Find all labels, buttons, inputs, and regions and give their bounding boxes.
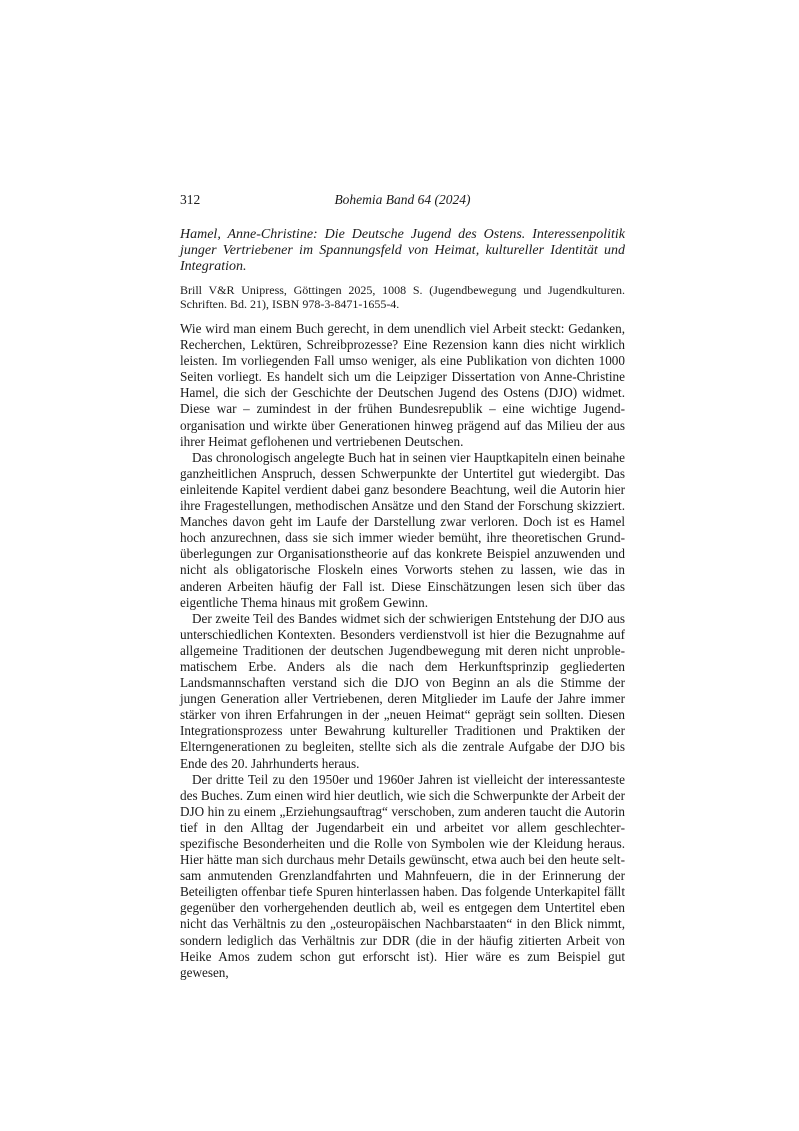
running-head [180,192,625,212]
bibliographic-info: Brill V&R Unipress, Göttingen 2025, 1008 S. (Jugendbewegung und Jugendkulturen. Schriften. Bd. 21), ISBN 978-3-8471-1655-4. [180,283,625,311]
paragraph: Wie wird man einem Buch gerecht, in dem unendlich viel Arbeit steckt: Gedanken, Recherchen, Lektüren, Schreibprozesse? Eine Rezension kann dies nicht wirklich leisten. Im vorliegenden Fall umso weniger, als eine Publikation von dichten 1000 Seiten vorliegt. Es handelt sich um die Leipziger Dissertation von Anne-Christine Hamel, die sich der Geschichte der Deutschen Jugend des Ostens (DJO) widmet. Diese war – zumindest in der frühen Bundesrepublik – eine wichtige Jugendorganisation und wirkte über Generationen hinweg prägend auf das Milieu der aus ihrer Heimat geflohenen und vertriebenen Deutschen. [180,321,625,449]
review-title: Hamel, Anne-Christine: Die Deutsche Jugend des Ostens. Interessenpolitik junger Vertriebener im Spannungsfeld von Heimat, kultureller Identität und Integration. [180,227,625,274]
page-number: 312 [180,192,201,207]
review-page [180,192,625,981]
review-body [180,321,625,981]
paragraph: Der dritte Teil zu den 1950er und 1960er Jahren ist vielleicht der interessanteste des Buches. Zum einen wird hier deutlich, wie sich die Schwerpunkte der Arbeit der DJO hin zu einem „Erziehungsauftrag“ verschoben, zum anderen taucht die Autorin tief in den Alltag der Jugendarbeit ein und arbeitet vor allem geschlechterspezifische Besonderheiten und die Rolle von Symbolen wie der Kleidung heraus. Hier hätte man sich durchaus mehr Details gewünscht, etwa auch bei den heute seltsam anmutenden Grenzlandfahrten und Mahnfeuern, die in der Erinnerung der Beteiligten offenbar tiefe Spuren hinterlassen haben. Das folgende Unterkapitel fällt gegenüber den vorhergehenden deutlich ab, weil es entgegen dem Untertitel eben nicht das Verhältnis zu den „osteuropäischen Nachbarstaaten“ in den Blick nimmt, sondern lediglich das Verhältnis zur DDR (die in der häufig zitierten Arbeit von Heike Amos zudem schon gut erforscht ist). Hier wäre es zum Beispiel gut gewesen, [180,771,625,980]
paragraph: Das chronologisch angelegte Buch hat in seinen vier Hauptkapiteln einen beinahe ganzheitlichen Anspruch, dessen Schwerpunkte der Untertitel gut wiedergibt. Das einleitende Kapitel verdient dabei ganz besondere Beachtung, weil die Autorin hier ihre Fragestellungen, methodischen Ansätze und den Stand der Forschung skizziert. Manches davon geht im Laufe der Darstellung zwar verloren. Doch ist es Hamel hoch anzurechnen, dass sie sich immer wieder bemüht, ihre theoretischen Grundüberlegungen zur Organisationstheorie auf das konkrete Beispiel anzuwenden und nicht als obligatorische Floskeln eines Vorworts stehen zu lassen, wie das in anderen Arbeiten häufig der Fall ist. Diese Einschätzungen lesen sich über das eigentliche Thema hinaus mit großem Gewinn. [180,449,625,610]
paragraph: Der zweite Teil des Bandes widmet sich der schwierigen Entstehung der DJO aus unterschiedlichen Kontexten. Besonders verdienstvoll ist hier die Bezugnahme auf allgemeine Traditionen der deutschen Jugendbewegung mit deren nicht unproblematischem Erbe. Anders als die nach dem Herkunftsprinzip gegliederten Landsmannschaften verstand sich die DJO von Beginn an als die Stimme der jungen Generation aller Vertriebenen, deren Mitglieder im Laufe der Jahre immer stärker von ihren Erfahrungen in der „neuen Heimat“ geprägt sein sollten. Diesen Integrationsprozess unter Bewahrung kultureller Traditionen und Praktiken der Elterngenerationen zu begleiten, stellte sich als die zentrale Aufgabe der DJO bis Ende des 20. Jahrhunderts heraus. [180,610,625,771]
journal-title: Bohemia Band 64 (2024) [334,192,471,207]
